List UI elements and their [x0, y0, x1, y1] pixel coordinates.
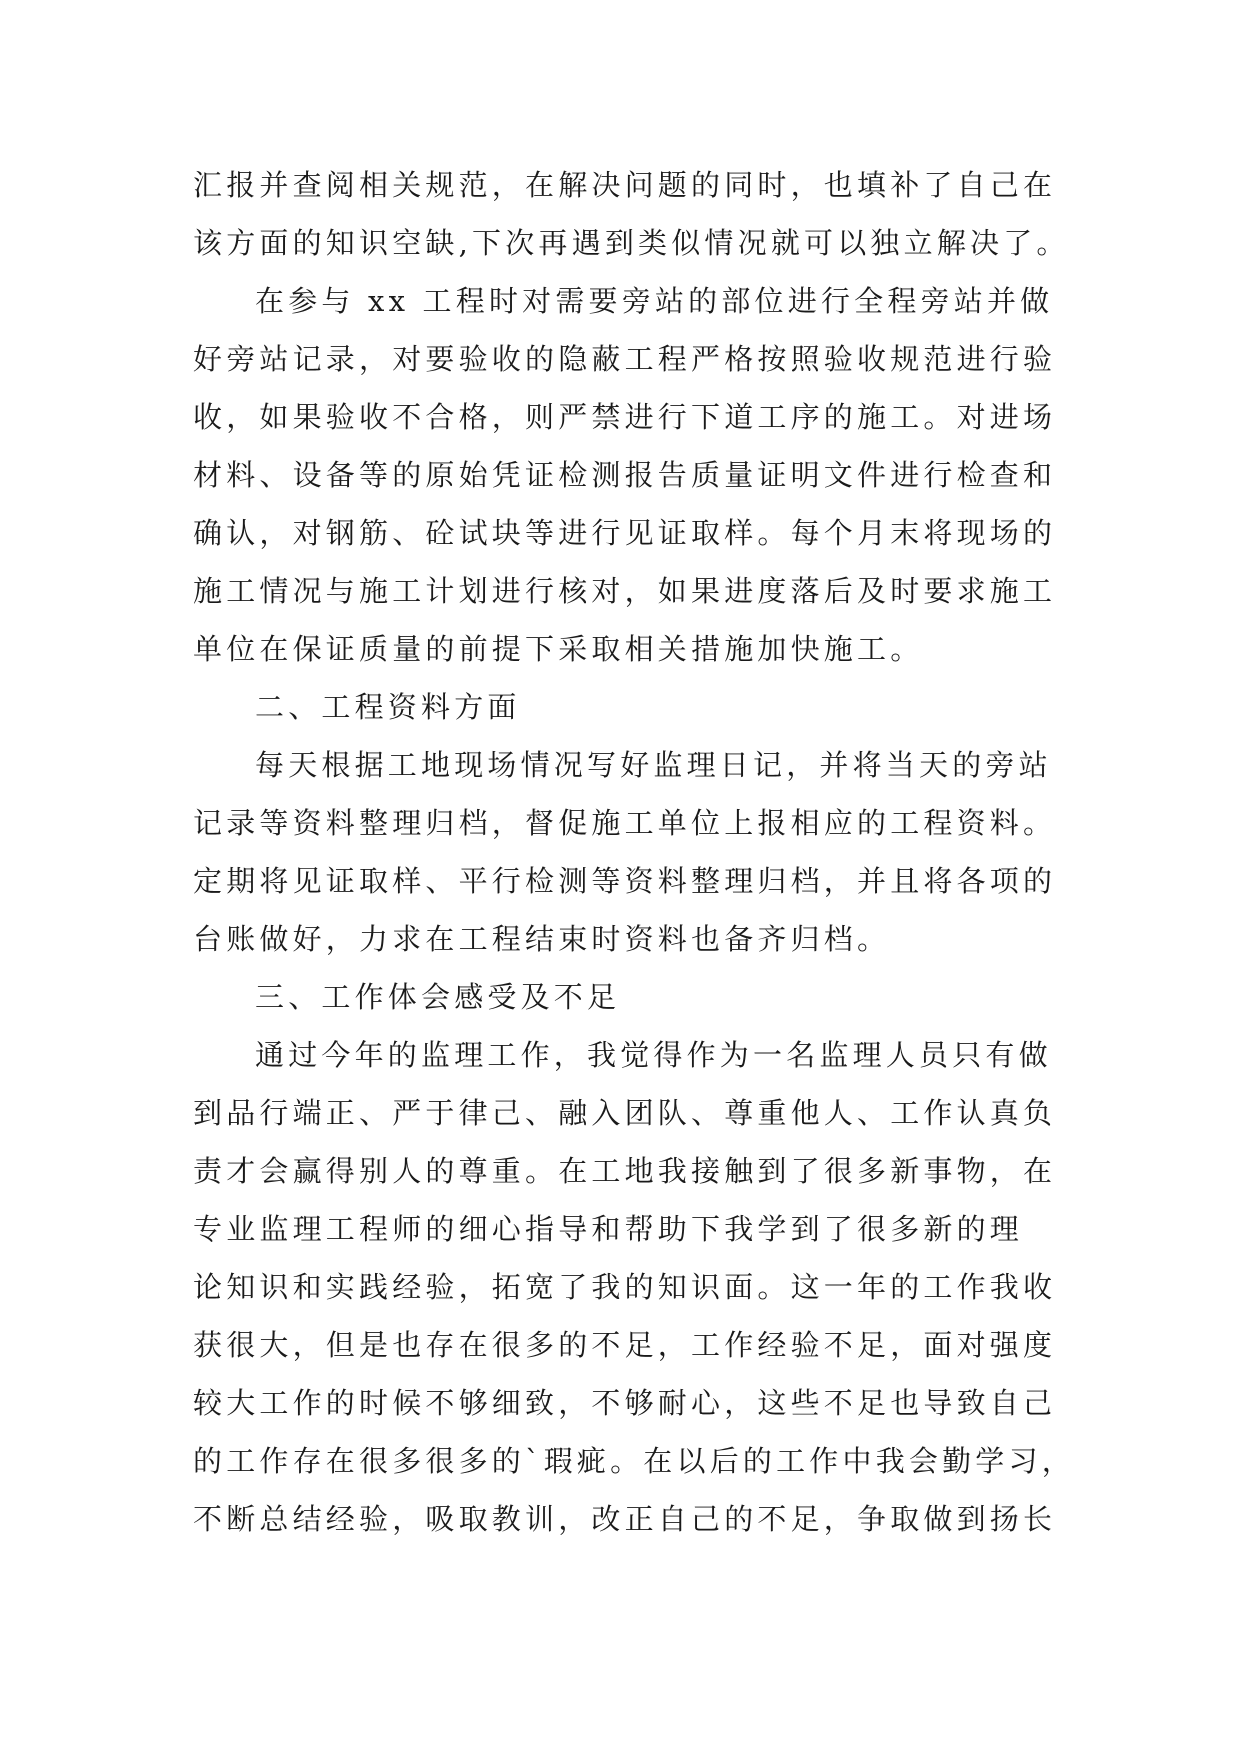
paragraph-start: 通过今年的监理工作，我觉得作为一名监理人员只有做 [255, 1038, 1052, 1072]
text-line: 获很大，但是也存在很多的不足，工作经验不足，面对强度 [193, 1328, 1057, 1362]
text-line: 好旁站记录，对要验收的隐蔽工程严格按照验收规范进行验 [193, 342, 1057, 376]
paragraph-start: 每天根据工地现场情况写好监理日记，并将当天的旁站 [255, 748, 1052, 782]
text-line: 收，如果验收不合格，则严禁进行下道工序的施工。对进场 [193, 400, 1057, 434]
text-line: 专业监理工程师的细心指导和帮助下我学到了很多新的理 [193, 1212, 1024, 1246]
text-line: 不断总结经验，吸取教训，改正自己的不足，争取做到扬长 [193, 1502, 1057, 1536]
text-line: 台账做好，力求在工程结束时资料也备齐归档。 [193, 922, 891, 956]
text-line: 记录等资料整理归档，督促施工单位上报相应的工程资料。 [193, 806, 1057, 840]
text-line: 施工情况与施工计划进行核对，如果进度落后及时要求施工 [193, 574, 1057, 608]
text-line: 汇报并查阅相关规范，在解决问题的同时，也填补了自己在 [193, 168, 1057, 202]
text-line: 较大工作的时候不够细致，不够耐心，这些不足也导致自己 [193, 1386, 1057, 1420]
text-line: 到品行端正、严于律己、融入团队、尊重他人、工作认真负 [193, 1096, 1057, 1130]
section-heading: 二、工程资料方面 [255, 690, 521, 724]
text-line: 该方面的知识空缺,下次再遇到类似情况就可以独立解决了。 [193, 226, 1070, 260]
text-line: 单位在保证质量的前提下采取相关措施加快施工。 [193, 632, 924, 666]
text-line: 的工作存在很多很多的`瑕疵。在以后的工作中我会勤学习， [193, 1444, 1075, 1478]
text-line: 定期将见证取样、平行检测等资料整理归档，并且将各项的 [193, 864, 1057, 898]
text-line: 确认，对钢筋、砼试块等进行见证取样。每个月末将现场的 [193, 516, 1057, 550]
section-heading: 三、工作体会感受及不足 [255, 980, 621, 1014]
text-line: 材料、设备等的原始凭证检测报告质量证明文件进行检查和 [193, 458, 1057, 492]
text-line: 论知识和实践经验，拓宽了我的知识面。这一年的工作我收 [193, 1270, 1057, 1304]
text-line: 责才会赢得别人的尊重。在工地我接触到了很多新事物，在 [193, 1154, 1057, 1188]
paragraph-start: 在参与 xx 工程时对需要旁站的部位进行全程旁站并做 [255, 284, 1054, 318]
